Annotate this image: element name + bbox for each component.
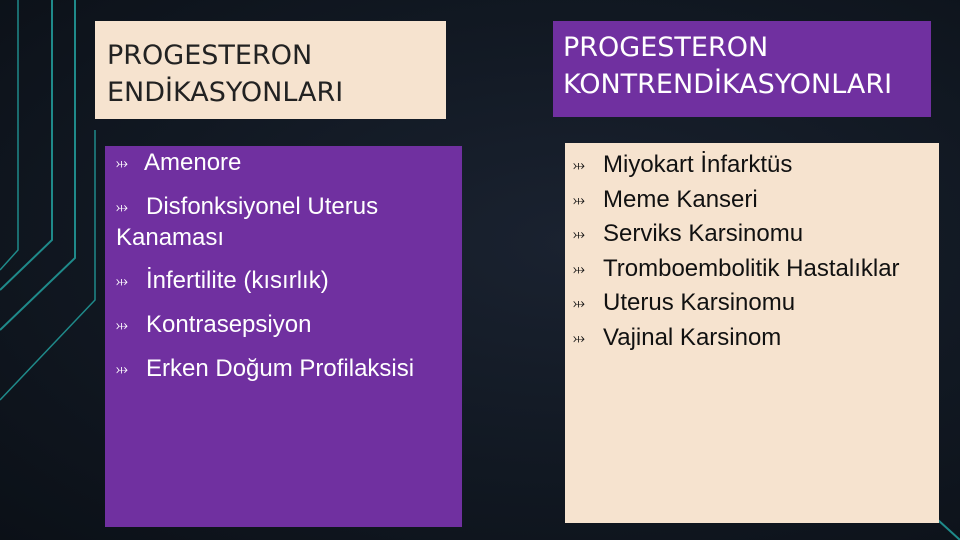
contraindications-title-line-1: PROGESTERON: [563, 32, 769, 63]
decorative-line: [0, 130, 95, 400]
arrow-bullet-icon: ⤔: [573, 191, 585, 209]
list-item-label: Miyokart İnfarktüs: [603, 151, 793, 178]
arrow-bullet-icon: ⤔: [573, 260, 585, 278]
list-item-label: Tromboembolitik Hastalıklar: [603, 254, 900, 282]
list-item: [116, 354, 454, 385]
decorative-line: [938, 150, 960, 540]
list-item-label: Kontrasepsiyon: [146, 311, 312, 338]
indications-title-line-1: PROGESTERON: [107, 40, 313, 71]
list-item: [116, 148, 454, 179]
arrow-bullet-icon: ⤔: [116, 155, 128, 172]
arrow-bullet-icon: ⤔: [573, 157, 585, 174]
list-item-label: Meme Kanseri: [603, 185, 758, 213]
list-item: [573, 321, 931, 356]
arrow-bullet-icon: ⤔: [116, 317, 128, 334]
indications-title: [95, 21, 446, 119]
contraindications-title: [553, 21, 931, 117]
decorative-line: [0, 0, 18, 270]
list-item: [573, 252, 931, 287]
list-item: [116, 310, 454, 341]
list-item: [573, 217, 931, 252]
contraindications-panel: [565, 143, 939, 523]
list-item: [116, 192, 454, 253]
arrow-bullet-icon: ⤔: [116, 361, 128, 378]
arrow-bullet-icon: ⤔: [116, 199, 128, 216]
list-item: [573, 148, 931, 183]
indications-title-line-2: ENDİKASYONLARI: [107, 77, 344, 108]
decorative-line: [0, 0, 52, 290]
indications-panel: [105, 146, 462, 527]
list-item-label: İnfertilite (kısırlık): [146, 267, 329, 294]
list-item-label: Disfonksiyonel Uterus Kanaması: [116, 193, 379, 251]
contraindications-title-line-2: KONTRENDİKASYONLARI: [563, 69, 893, 100]
arrow-bullet-icon: ⤔: [116, 273, 128, 290]
list-item: [573, 183, 931, 218]
arrow-bullet-icon: ⤔: [573, 295, 585, 312]
list-item-label: Amenore: [144, 149, 242, 176]
list-item: [116, 266, 454, 297]
list-item: [573, 286, 931, 321]
list-item-label: Uterus Karsinomu: [603, 289, 796, 316]
arrow-bullet-icon: ⤔: [573, 226, 585, 243]
list-item-label: Vajinal Karsinom: [603, 323, 782, 351]
arrow-bullet-icon: ⤔: [573, 329, 585, 347]
list-item-label: Erken Doğum Profilaksisi: [146, 355, 415, 382]
list-item-label: Serviks Karsinomu: [603, 220, 804, 247]
